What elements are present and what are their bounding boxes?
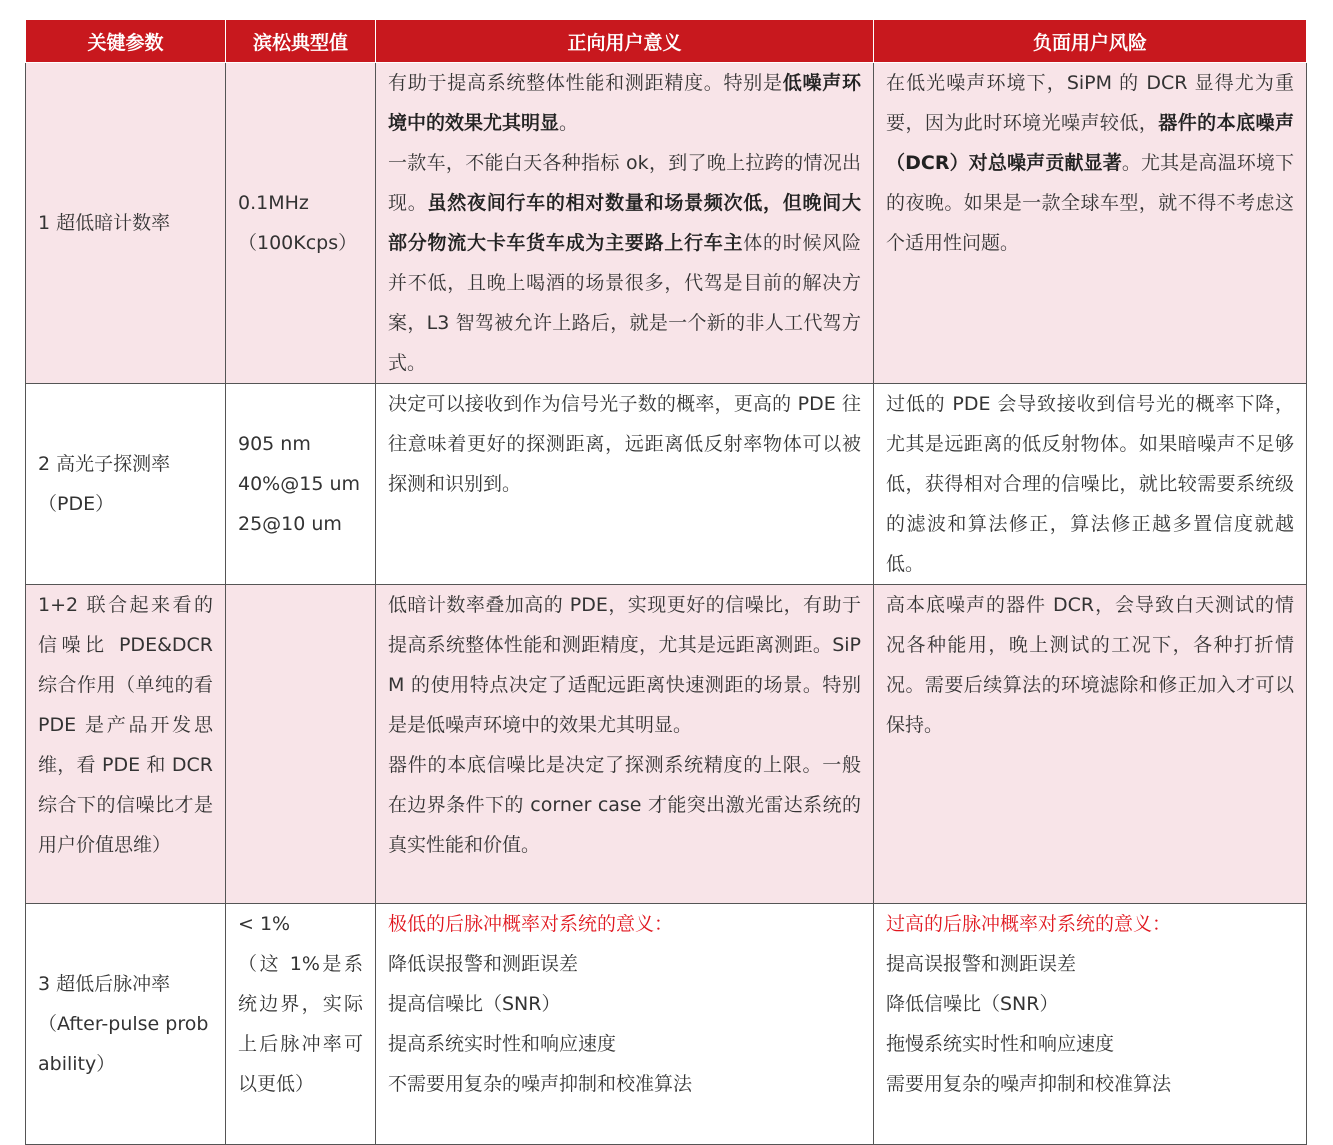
- negative-bold-text: 器件的本底噪声（DCR）对总噪声贡献显著: [886, 112, 1294, 174]
- param-text: （PDE）: [38, 493, 115, 515]
- negative-cell: [874, 63, 1307, 384]
- table-row: [26, 63, 1307, 384]
- list-item: 需要用复杂的噪声抑制和校准算法: [886, 1073, 1172, 1095]
- value-line: 40%@15 um: [238, 473, 360, 495]
- value-cell: [226, 904, 376, 1145]
- positive-bold-text: 虽然夜间行车的相对数量和场景频次低，但晚间大部分物流大卡车货车成为主要路上行车主: [388, 192, 861, 254]
- value-line: （100Kcps）: [238, 232, 358, 254]
- header-negative-risk: 负面用户风险: [874, 20, 1307, 63]
- value-line: 905 nm: [238, 433, 311, 455]
- value-line: < 1%: [238, 913, 291, 935]
- positive-text: 体的时候风险并不低，且晚上喝酒的场景很多，代驾是目前的解决方案，L3 智驾被允许上路后，就是一个新的非人工代驾方式。: [388, 232, 861, 374]
- positive-text: 。: [559, 112, 579, 134]
- positive-title: 极低的后脉冲概率对系统的意义：: [388, 913, 674, 935]
- negative-text: 在低光噪声环境下，SiPM 的 DCR 显得尤为重要，因为此时环境光噪声较低，: [886, 72, 1294, 134]
- positive-cell: [376, 585, 874, 904]
- table-row: [26, 384, 1307, 585]
- list-item: 提高系统实时性和响应速度: [388, 1033, 617, 1055]
- positive-text: 器件的本底信噪比是决定了探测系统精度的上限。一般在边界条件下的 corner case 才能突出激光雷达系统的真实性能和价值。: [388, 754, 861, 856]
- value-cell: [226, 384, 376, 585]
- param-text: （After-pulse probability）: [38, 1013, 209, 1075]
- param-cell: [26, 384, 226, 585]
- table-header-row: [26, 20, 1307, 63]
- header-typical-value: 滨松典型值: [226, 20, 376, 63]
- value-cell: [226, 63, 376, 384]
- negative-cell: [874, 904, 1307, 1145]
- list-item: 提高误报警和测距误差: [886, 953, 1077, 975]
- parameter-table: [25, 19, 1307, 1145]
- param-text: 1 超低暗计数率: [38, 212, 171, 234]
- positive-text: 低暗计数率叠加高的 PDE，实现更好的信噪比，有助于提高系统整体性能和测距精度，尤其是远距离测距。SiPM 的使用特点决定了适配远距离快速测距的场景。特别是是低噪声环境中的效果尤其明显。: [388, 594, 861, 736]
- list-item: 降低误报警和测距误差: [388, 953, 579, 975]
- negative-cell: 过低的 PDE 会导致接收到信号光的概率下降，尤其是远距离的低反射物体。如果暗噪声不足够低，获得相对合理的信噪比，就比较需要系统级的滤波和算法修正，算法修正越多置信度就越低。: [874, 384, 1307, 585]
- positive-text: 一款车，不能白天各种指标 ok，到了晚上拉跨的情况出现。: [388, 152, 861, 214]
- param-text: 3 超低后脉冲率: [38, 973, 171, 995]
- param-cell: [26, 63, 226, 384]
- negative-cell: 高本底噪声的器件 DCR，会导致白天测试的情况各种能用，晚上测试的工况下，各种打折情况。需要后续算法的环境滤除和修正加入才可以保持。: [874, 585, 1307, 904]
- list-item: 降低信噪比（SNR）: [886, 993, 1059, 1015]
- param-cell: 1+2 联合起来看的信噪比 PDE&DCR 综合作用（单纯的看 PDE 是产品开发思维，看 PDE 和 DCR 综合下的信噪比才是用户价值思维）: [26, 585, 226, 904]
- positive-text: 有助于提高系统整体性能和测距精度。特别是: [388, 72, 783, 94]
- value-cell: [226, 585, 376, 904]
- negative-title: 过高的后脉冲概率对系统的意义：: [886, 913, 1172, 935]
- positive-cell: [376, 63, 874, 384]
- param-cell: [26, 904, 226, 1145]
- positive-bold-text: 低噪声环境中的效果尤其明显: [388, 72, 861, 134]
- table-row: [26, 585, 1307, 904]
- positive-cell: 决定可以接收到作为信号光子数的概率，更高的 PDE 往往意味着更好的探测距离，远距离低反射率物体可以被探测和识别到。: [376, 384, 874, 585]
- list-item: 拖慢系统实时性和响应速度: [886, 1033, 1115, 1055]
- value-line: 0.1MHz: [238, 192, 309, 214]
- value-line: 25@10 um: [238, 513, 342, 535]
- header-positive-meaning: 正向用户意义: [376, 20, 874, 63]
- header-key-parameter: 关键参数: [26, 20, 226, 63]
- table-row: [26, 904, 1307, 1145]
- negative-text: 。尤其是高温环境下的夜晚。如果是一款全球车型，就不得不考虑这个适用性问题。: [886, 152, 1294, 254]
- positive-cell: [376, 904, 874, 1145]
- value-line: （这 1%是系统边界，实际上后脉冲率可以更低）: [238, 953, 363, 1095]
- list-item: 不需要用复杂的噪声抑制和校准算法: [388, 1073, 693, 1095]
- list-item: 提高信噪比（SNR）: [388, 993, 561, 1015]
- param-text: 2 高光子探测率: [38, 453, 171, 475]
